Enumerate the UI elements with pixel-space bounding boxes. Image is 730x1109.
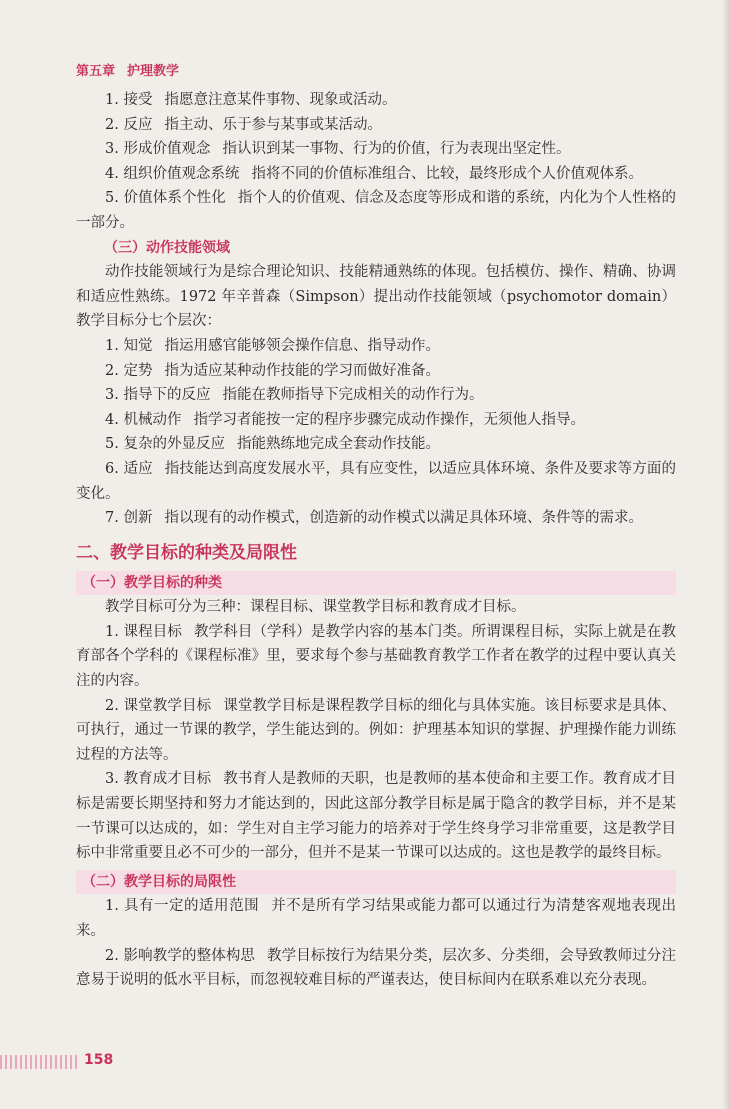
list-item <box>76 88 676 113</box>
list-item <box>76 408 676 433</box>
item-term: 5. 价值体系个性化 <box>105 190 226 207</box>
item-term: 3. 指导下的反应 <box>105 387 211 404</box>
item-desc: 教书育人是教师的天职，也是教师的基本使命和主要工作。教育成才目标是需要长期坚持和努力才能达到的，因此这部分教学目标是属于隐含的教学目标，并不是某一节课可以达成的，如：学生对自主学习能力的培养对于学生终身学习非常重要，这是教学目标中非常重要且必不可少的一部分，但并不是某一节课可以达成的。这也是教学的最终目标。 <box>76 771 676 862</box>
item-term: 1. 具有一定的适用范围 <box>105 898 260 915</box>
page-edge-shadow <box>722 0 730 1109</box>
subsection-intro: 教学目标可分为三种：课程目标、课堂教学目标和教育成才目标。 <box>105 599 526 616</box>
item-term: 7. 创新 <box>105 510 153 527</box>
item-desc: 指将不同的价值标准组合、比较，最终形成个人价值观体系。 <box>251 165 643 182</box>
chapter-label: 第五章 <box>76 64 116 79</box>
footer-decoration <box>0 1055 78 1069</box>
list-item <box>76 383 676 408</box>
page-body <box>76 88 676 993</box>
list-item <box>76 457 676 506</box>
list-item <box>76 432 676 457</box>
affective-list <box>76 88 676 236</box>
item-term: 2. 反应 <box>105 116 153 133</box>
list-item <box>76 620 676 694</box>
item-term: 1. 接受 <box>105 92 153 108</box>
list-item <box>76 694 676 768</box>
item-term: 2. 课堂教学目标 <box>105 697 212 714</box>
item-desc: 指认识到某一事物、行为的价值，行为表现出坚定性。 <box>222 141 571 158</box>
section-heading-types: 二、教学目标的种类及局限性 <box>76 542 297 563</box>
item-desc: 指技能达到高度发展水平，具有应变性，以适应具体环境、条件及要求等方面的变化。 <box>76 460 676 502</box>
item-term: 3. 形成价值观念 <box>105 141 211 158</box>
item-desc: 指个人的价值观、信念及态度等形成和谐的系统，内化为个人性格的一部分。 <box>76 190 676 231</box>
chapter-title: 护理教学 <box>127 64 180 79</box>
section-heading-psychomotor: （三）动作技能领域 <box>104 239 230 256</box>
list-item <box>76 334 676 359</box>
list-item <box>76 506 676 531</box>
item-desc: 课堂教学目标是课程教学目标的细化与具体实施。该目标要求是具体、可执行，通过一节课的教学，学生能达到的。例如：护理基本知识的掌握、护理操作能力训练过程的方法等。 <box>76 697 676 763</box>
list-item <box>76 186 676 235</box>
item-term: 4. 机械动作 <box>105 411 182 428</box>
list-item <box>76 162 676 187</box>
item-term: 2. 定势 <box>105 362 153 379</box>
section-intro: 动作技能领域行为是综合理论知识、技能精通熟练的体现。包括模仿、操作、精确、协调和适应性熟练。1972 年辛普森（Simpson）提出动作技能领域（psychomotor domain）教学目标分七个层次： <box>76 264 676 330</box>
list-item <box>76 767 676 865</box>
list-item <box>76 113 676 138</box>
psychomotor-list <box>76 334 676 531</box>
types-list <box>76 620 676 866</box>
item-term: 1. 课程目标 <box>105 623 182 640</box>
running-header <box>76 60 179 79</box>
item-desc: 指以现有的动作模式，创造新的动作模式以满足具体环境、条件等的需求。 <box>164 510 643 527</box>
subsection-heading-types: （一）教学目标的种类 <box>76 571 676 596</box>
item-term: 2. 影响教学的整体构思 <box>105 947 256 964</box>
list-item <box>76 137 676 162</box>
item-desc: 指为适应某种动作技能的学习而做好准备。 <box>164 362 440 379</box>
item-desc: 指愿意注意某件事物、现象或活动。 <box>164 92 397 108</box>
subsection-heading-limits: （二）教学目标的局限性 <box>76 870 676 895</box>
item-term: 4. 组织价值观念系统 <box>105 165 240 182</box>
item-desc: 教学目标按行为结果分类，层次多、分类细，会导致教师过分注意易于说明的低水平目标，而忽视较难目标的严谨表达，使目标间内在联系难以充分表现。 <box>76 947 676 989</box>
limits-list <box>76 894 676 992</box>
item-desc: 指学习者能按一定的程序步骤完成动作操作，无须他人指导。 <box>193 411 585 428</box>
item-term: 1. 知觉 <box>105 337 153 354</box>
item-desc: 指能在教师指导下完成相关的动作行为。 <box>222 387 484 404</box>
item-term: 3. 教育成才目标 <box>105 771 212 788</box>
page-number: 158 <box>84 1052 114 1068</box>
item-desc: 指运用感官能够领会操作信息、指导动作。 <box>164 337 440 354</box>
list-item <box>76 359 676 384</box>
item-desc: 教学科目（学科）是教学内容的基本门类。所谓课程目标，实际上就是在教育部各个学科的《课程标准》里，要求每个参与基础教育教学工作者在教学的过程中要认真关注的内容。 <box>76 623 676 690</box>
item-term: 6. 适应 <box>105 460 153 477</box>
item-desc: 并不是所有学习结果或能力都可以通过行为清楚客观地表现出来。 <box>76 898 677 939</box>
item-desc: 指主动、乐于参与某事或某活动。 <box>164 116 382 133</box>
item-term: 5. 复杂的外显反应 <box>105 436 225 453</box>
item-desc: 指能熟练地完成全套动作技能。 <box>236 436 440 453</box>
list-item <box>76 944 676 993</box>
list-item <box>76 894 676 943</box>
